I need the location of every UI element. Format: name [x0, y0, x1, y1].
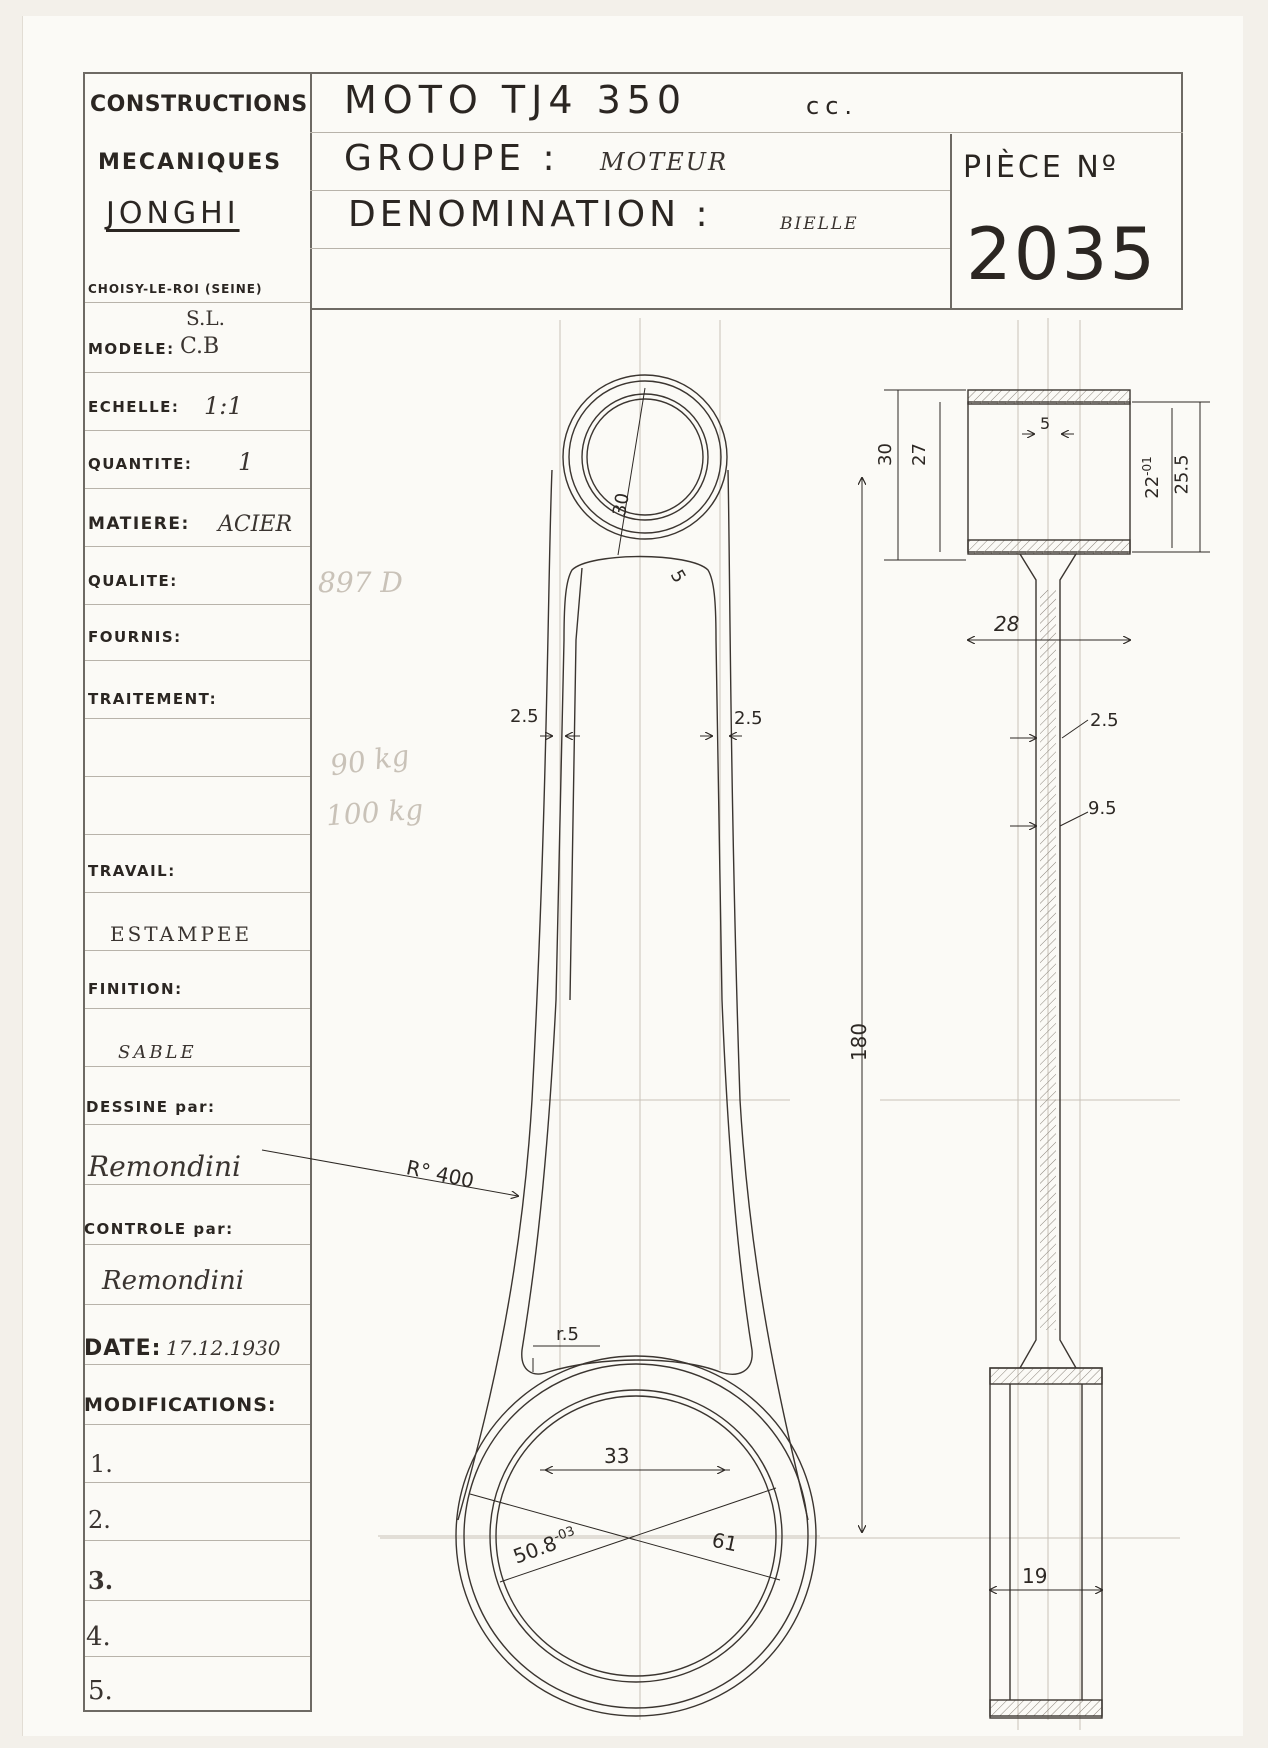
echelle-value: 1:1 — [204, 392, 243, 420]
dim-bore-value: 50.8 — [509, 1530, 560, 1569]
quantite-value: 1 — [238, 448, 254, 476]
dim-side-top-inner: 27 — [908, 443, 930, 466]
dim-side-top-22-tol: -01 — [1139, 456, 1154, 476]
modification-3: 3. — [88, 1566, 114, 1595]
controle-value: Remondini — [102, 1266, 245, 1296]
company-line2: MECANIQUES — [98, 150, 283, 175]
denomination-label: DENOMINATION : — [348, 194, 712, 235]
qualite-label: QUALITE: — [88, 572, 178, 590]
dim-big-end-width: 33 — [604, 1444, 630, 1468]
dim-big-end-fillet: r.5 — [556, 1324, 579, 1345]
dim-web-left: 2.5 — [510, 706, 539, 727]
side-big-end-top-hatch — [990, 1368, 1102, 1384]
matiere-label: MATIERE: — [88, 514, 190, 534]
dim-length: 180 — [847, 1022, 872, 1062]
modele-note: S.L. — [186, 306, 225, 330]
side-small-end-bottom-hatch — [968, 540, 1130, 554]
modele-value: C.B — [180, 334, 220, 359]
denomination-value: BIELLE — [780, 214, 859, 234]
date-label: DATE: — [84, 1336, 162, 1361]
modele-label: MODELE: — [88, 340, 175, 358]
dim-bore-tol: -03 — [551, 1523, 577, 1546]
finition-value: SABLE — [118, 1042, 197, 1063]
header-title: MOTO TJ4 350 — [344, 78, 688, 122]
dessine-label: DESSINE par: — [86, 1098, 216, 1116]
shank-pocket-inner — [570, 568, 582, 1000]
modification-1: 1. — [90, 1450, 113, 1478]
groupe-label: GROUPE : — [344, 138, 560, 179]
finition-label: FINITION: — [88, 980, 183, 998]
modification-5: 5. — [88, 1676, 113, 1706]
side-web-top — [1020, 554, 1036, 1368]
header-title-unit: cc. — [806, 92, 859, 120]
dim-side-web: 2.5 — [1090, 710, 1119, 731]
dim-big-end-od: 61 — [709, 1527, 740, 1557]
traitement-label: TRAITEMENT: — [88, 690, 218, 708]
shank-left-outer — [458, 470, 552, 1520]
dim-side-top-h: 30 — [874, 443, 896, 466]
dim-side-top-5: 5 — [1040, 414, 1051, 433]
shank-pocket — [522, 557, 752, 1375]
side-web-top-r — [1060, 554, 1076, 1368]
small-end-bore — [582, 394, 708, 520]
date-value: 17.12.1930 — [166, 1336, 281, 1360]
dim-side-top-22-value: 22 — [1141, 475, 1163, 499]
modifications-label: MODIFICATIONS: — [84, 1394, 277, 1416]
piece-number: 2035 — [966, 212, 1158, 296]
echelle-label: ECHELLE: — [88, 398, 180, 416]
traitement-note-bottom: 100 kg — [324, 792, 425, 833]
small-end-outer-2 — [569, 381, 721, 533]
modification-4: 4. — [86, 1622, 111, 1652]
dim-side-19: 19 — [1022, 1564, 1048, 1588]
quantite-label: QUANTITE: — [88, 455, 193, 473]
small-end-bore-2 — [587, 399, 703, 518]
qualite-note: 897 D — [318, 566, 403, 599]
piece-label: PIÈCE Nº — [963, 150, 1119, 185]
dim-radius-side: R° 400 — [404, 1155, 477, 1193]
side-big-end — [990, 1368, 1102, 1718]
modification-2: 2. — [88, 1506, 111, 1534]
side-web-hatch — [1040, 590, 1056, 1330]
travail-value: ESTAMPEE — [110, 922, 253, 946]
dim-side-28: 28 — [994, 612, 1020, 636]
dim-small-end-fillet: 5 — [665, 566, 690, 587]
travail-label: TRAVAIL: — [88, 862, 176, 880]
dessine-value: Remondini — [88, 1150, 241, 1183]
company-line3: JONGHI — [106, 196, 240, 231]
side-big-end-bottom-hatch — [990, 1700, 1102, 1716]
fournis-label: FOURNIS: — [88, 628, 182, 646]
matiere-value: ACIER — [218, 512, 293, 537]
controle-label: CONTROLE par: — [84, 1220, 234, 1238]
groupe-value: MOTEUR — [600, 148, 729, 176]
dim-small-end-dia: 30 — [609, 491, 634, 518]
company-city: CHOISY-LE-ROI (SEINE) — [88, 282, 263, 296]
dim-side-top-25: 25.5 — [1171, 454, 1193, 495]
dim-side-top-22 — [1140, 456, 1163, 499]
dim-web-right: 2.5 — [734, 708, 763, 729]
side-small-end-top-hatch — [968, 390, 1130, 404]
company-line1: CONSTRUCTIONS — [90, 92, 308, 117]
dim-side-rib: 9.5 — [1088, 798, 1117, 819]
traitement-note-top: 90 kg — [328, 738, 412, 783]
shank-right-outer — [728, 470, 808, 1520]
